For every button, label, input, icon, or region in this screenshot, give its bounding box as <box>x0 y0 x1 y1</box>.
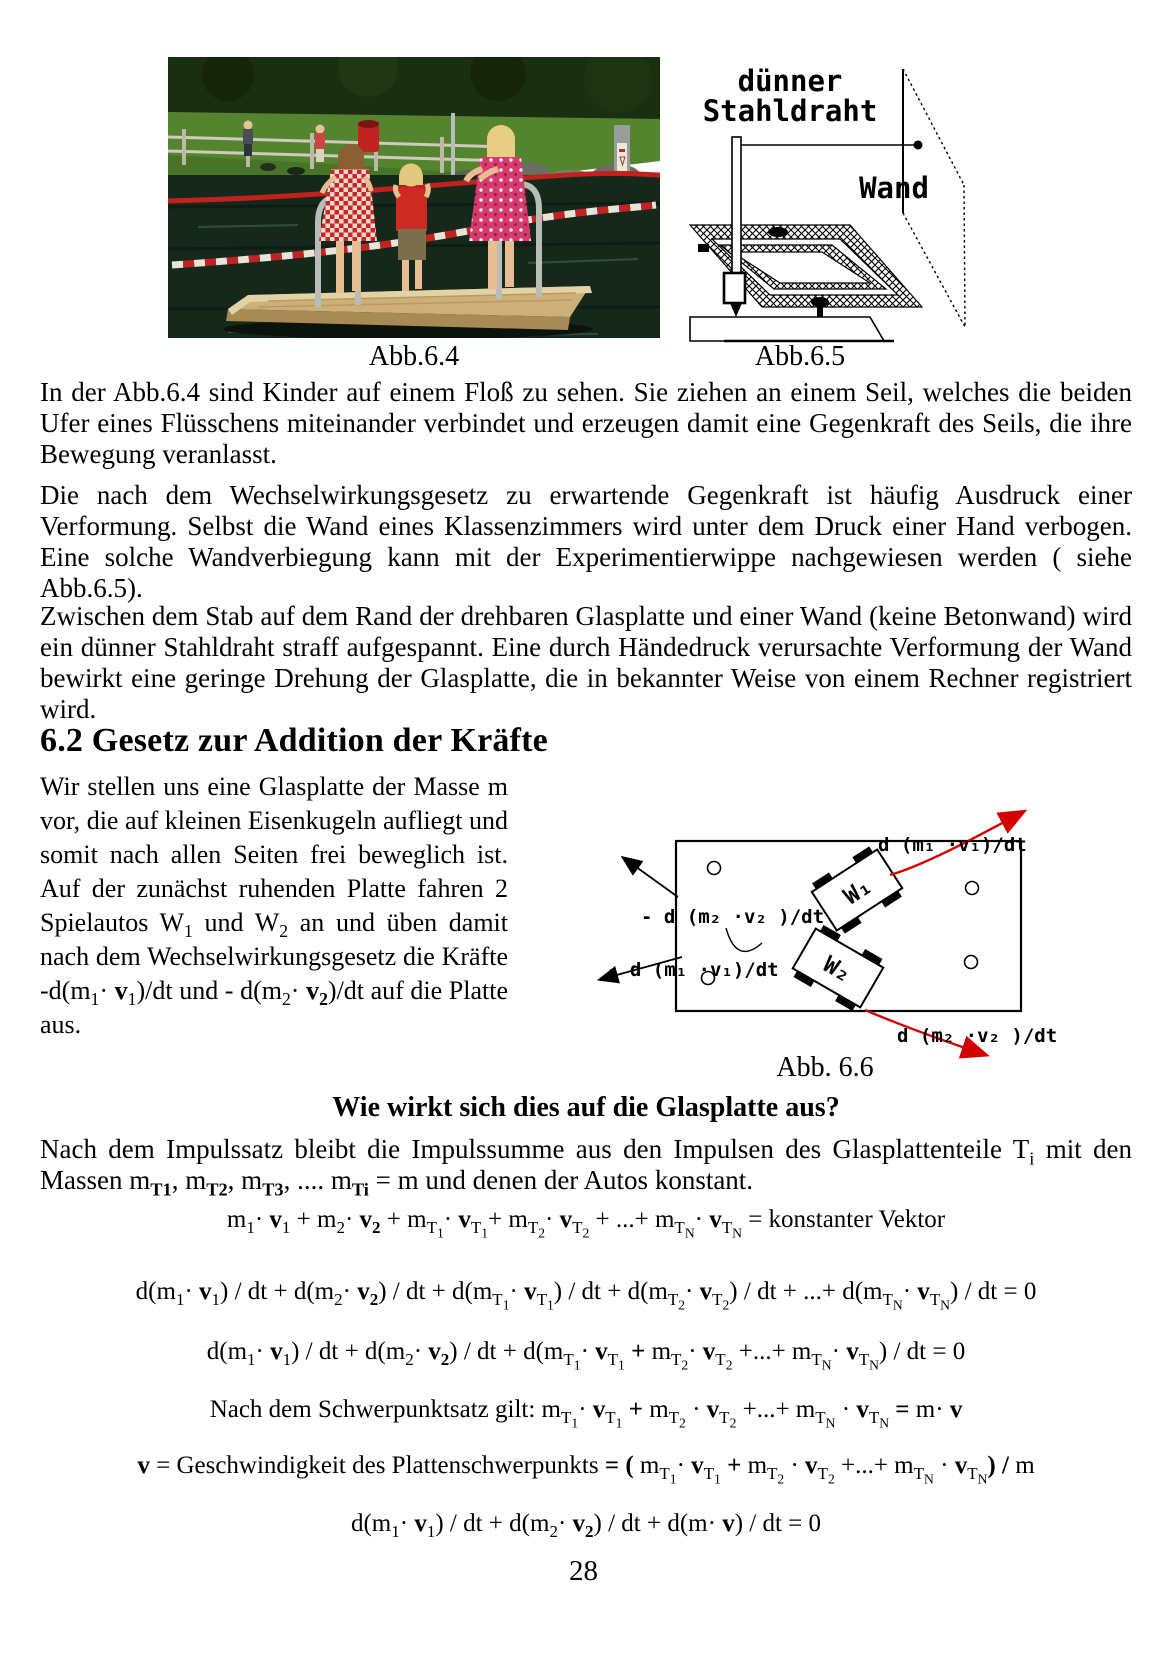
question-line: Wie wirkt sich dies auf die Glasplatte aus? <box>332 1092 840 1123</box>
steel-wire-label-line1: dünner <box>737 64 843 98</box>
formula-combined-derivative: $d(m_1\cdot v_1)$ / dt + $d(m_2\cdot v_2)$ / dt + $d(m_{T_1}\cdot v_{T_1} + m_{T_2}\cdot v_{T_2}$ +...+ $m_{T_N}\cdot v_{T_N}$) / dt = 0 <box>206 1338 966 1373</box>
wire-anchor-dot <box>914 141 923 150</box>
figure-plate-diagram <box>555 755 1167 1085</box>
force1-label: d (m₁ ·v₁)/dt <box>878 834 1027 856</box>
reaction2-arrow <box>625 859 678 897</box>
car-w1-label: W₁ <box>839 873 877 911</box>
raft-photo-illustration <box>168 57 660 338</box>
car-w2-label: W₂ <box>818 951 856 988</box>
reaction1-label: - d (m₁ ·v₁)/dt <box>607 959 779 981</box>
figure-wippe-diagram <box>672 55 984 347</box>
wippe-diagram <box>672 55 984 347</box>
paragraph-glass-plate: Wir stellen uns eine Glasplatte der Masse m vor, die auf kleinen Eisenkugeln aufliegt und somit nach allen Seiten frei beweglich ist. Auf der zunächst ruhenden Platte fahren 2 Spielautos $W_1$ und $W_2$ an und üben damit nach dem Wechselwirkungsgesetz die Kräfte $-d(m_1\cdot v_1)/dt$ und - $d(m_2\cdot v_2)/dt$ auf die Platte aus. <box>40 772 508 1039</box>
paragraph-steel-wire: Zwischen dem Stab auf dem Rand der drehbaren Glasplatte und einer Wand (keine Betonwand) wird ein dünner Stahldraht straff aufgespannt. Eine durch Händedruck verursachte Verformung der Wand bewirkt eine geringe Drehung der Glasplatte, die in bekannter Weise von einem Rechner registriert wird. <box>40 601 1132 724</box>
formula-velocity-definition: v = Geschwindigkeit des Plattenschwerpunkts = ( $m_{T_1}\cdot v_{T_1} + m_{T_2} \cdot v_{T_2}$ +...+ $m_{T_N} \cdot v_{T_N}) / m$ <box>137 1452 1035 1487</box>
wall-label: Wand <box>859 171 929 205</box>
section-heading: 6.2 Gesetz zur Addition der Kräfte <box>40 722 548 759</box>
force2-label: d (m₂ ·v₂ )/dt <box>897 1025 1058 1047</box>
reaction2-label: - d (m₂ ·v₂ )/dt <box>641 906 825 928</box>
plate-diagram <box>555 755 1167 1085</box>
caption-fig64: Abb.6.4 <box>368 341 460 372</box>
red-barrel <box>358 120 379 152</box>
paragraph-reaction-force: Die nach dem Wechselwirkungsgesetz zu erwartende Gegenkraft ist häufig Ausdruck einer Verformung. Selbst die Wand eines Klassenzimmers wird unter dem Druck einer Hand verbogen. Eine solche Wandverbiegung kann mit der Experimentierwippe nachgewiesen werden ( siehe Abb.6.5). <box>40 480 1132 603</box>
formula-center-of-mass: Nach dem Schwerpunktsatz gilt: $m_{T_1}\cdot v_{T_1} + m_{T_2} \cdot v_{T_2}$ +...+ $m_{T_N} \cdot v_{T_N} = m\cdot v$ <box>209 1396 963 1431</box>
page-number: 28 <box>569 1555 598 1587</box>
caption-fig65: Abb.6.5 <box>754 341 846 372</box>
formula-final: $d(m_1\cdot v_1)$ / dt + $d(m_2\cdot v_2)$ / dt + d(m· v) / dt = 0 <box>350 1510 822 1541</box>
base <box>690 317 894 341</box>
formula-momentum-sum: $m_1\cdot v_1 + m_2\cdot v_2 + m_{T_1}\cdot v_{T_1}+ m_{T_2}\cdot v_{T_2}$ + ...+ $m_{T_N}\cdot v_{T_N}$ = konstanter Vektor <box>226 1206 946 1241</box>
formula-derivative-sum: $d(m_1\cdot v_1)$ / dt + $d(m_2\cdot v_2)$ / dt + $d(m_{T_1}\cdot v_{T_1})$ / dt + $d(m_{T_2}\cdot v_{T_2})$ / dt + ...+ $d(m_{T_N}\cdot v_{T_N})$ / dt = 0 <box>135 1278 1037 1313</box>
paragraph-momentum: Nach dem Impulssatz bleibt die Impulssumme aus den Impulsen des Glasplattenteile $T_i$ mit den Massen $m_{T1}$, $m_{T2}$, $m_{T3}$, .... $m_{Ti} = m$ und denen der Autos konstant. <box>40 1134 1132 1200</box>
paragraph-raft: In der Abb.6.4 sind Kinder auf einem Floß zu sehen. Sie ziehen an einem Seil, welches die beiden Ufer eines Flüsschens miteinander verbindet und erzeugen damit eine Gegenkraft des Seils, die ihre Bewegung veranlasst. <box>40 377 1132 469</box>
steel-wire-label-line2: Stahldraht <box>702 94 878 128</box>
caption-fig66: Abb. 6.6 <box>776 1052 874 1083</box>
figure-raft-photo <box>168 57 660 338</box>
